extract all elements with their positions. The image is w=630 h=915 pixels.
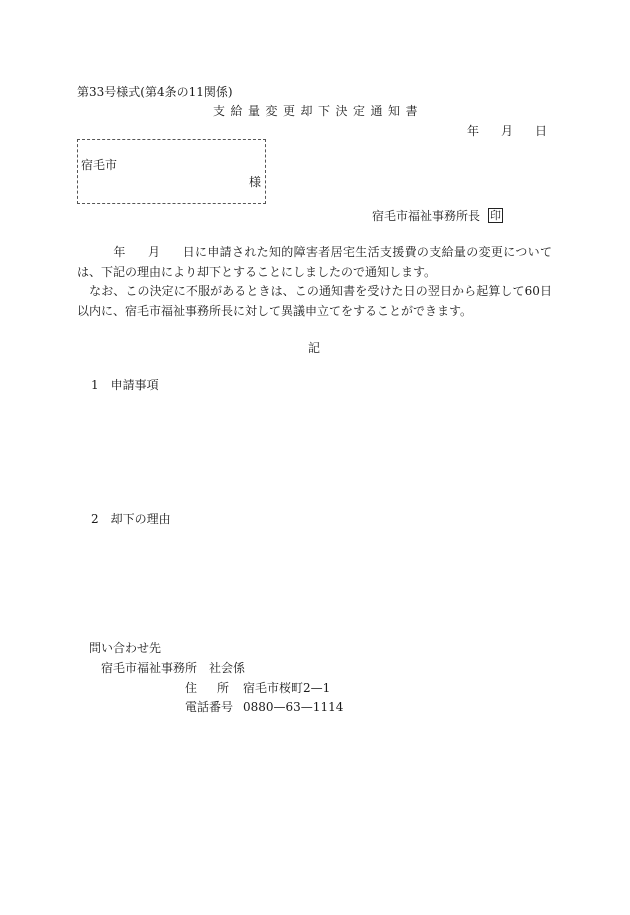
phone-label: 電話番号 bbox=[185, 700, 234, 714]
address-label: 住所 bbox=[185, 681, 250, 695]
item-application bbox=[91, 377, 159, 393]
item-number: 2 bbox=[91, 512, 99, 526]
document-title: 支給量変更却下決定通知書 bbox=[213, 104, 424, 118]
date-year: 年 bbox=[467, 124, 480, 138]
contact-phone: 0880—63—1114 bbox=[243, 700, 344, 714]
contact-office-line bbox=[101, 660, 245, 676]
ki-heading: 記 bbox=[308, 341, 321, 355]
date-month: 月 bbox=[501, 124, 514, 138]
sender bbox=[372, 208, 503, 224]
item-label: 却下の理由 bbox=[110, 512, 171, 526]
contact-address: 宿毛市桜町2—1 bbox=[243, 681, 331, 695]
body-paragraph-2 bbox=[77, 282, 552, 321]
seal-mark: 印 bbox=[490, 209, 502, 222]
contact-address-line bbox=[185, 680, 330, 696]
addressee-honorific: 様 bbox=[249, 175, 262, 189]
item-label: 申請事項 bbox=[110, 378, 159, 392]
contact-office: 宿毛市福祉事務所 bbox=[101, 661, 198, 675]
body-paragraph-1 bbox=[77, 243, 552, 282]
date-day: 日 bbox=[535, 124, 548, 138]
contact-section: 社会係 bbox=[209, 661, 246, 675]
contact-heading: 問い合わせ先 bbox=[89, 641, 162, 655]
item-number: 1 bbox=[91, 378, 99, 392]
sender-name: 宿毛市福祉事務所長 bbox=[372, 209, 481, 223]
contact-phone-line bbox=[185, 699, 343, 715]
body-paragraph-1-text: 日に申請された知的障害者居宅生活支援費の支給量の変更については、下記の理由により却下とすることにしましたので通知します。 bbox=[77, 245, 552, 279]
notice-body bbox=[77, 243, 552, 321]
addressee-city: 宿毛市 bbox=[81, 158, 118, 172]
body-paragraph-2-text: なお、この決定に不服があるときは、この通知書を受けた日の翌日から起算して60日以内に、宿毛市福祉事務所長に対して異議申立てをすることができます。 bbox=[77, 284, 552, 318]
form-number: 第33号様式(第4条の11関係) bbox=[77, 85, 233, 99]
body-year: 年 bbox=[113, 245, 126, 259]
date-line bbox=[467, 123, 547, 139]
body-month: 月 bbox=[147, 245, 161, 259]
item-rejection-reason bbox=[91, 511, 171, 527]
